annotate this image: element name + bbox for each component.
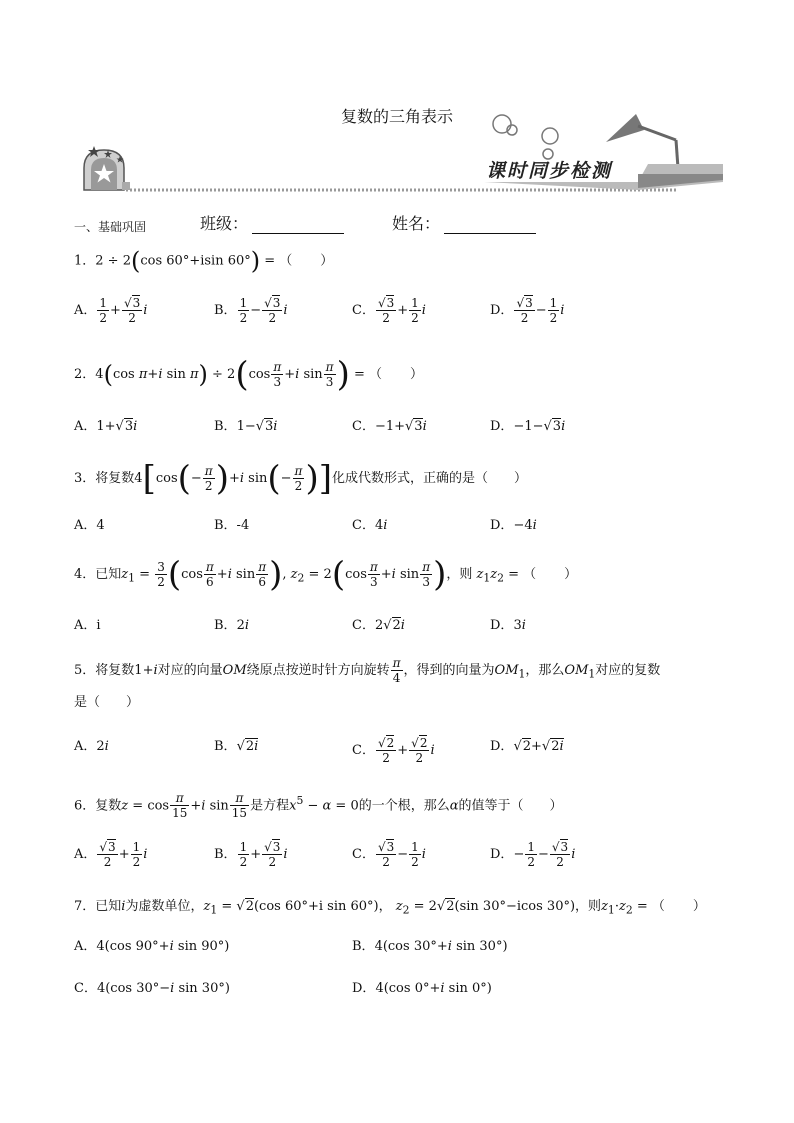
banner-text: 课时同步检测	[486, 160, 613, 182]
name-label: 姓名：	[392, 214, 441, 233]
bubble-icon	[493, 115, 511, 133]
question-2: 2．4(cos π+i sin π) ÷ 2(cos $\frac{\pi}{3}$ +i sin $\frac{\pi}{3}$ ) = （ ）	[74, 354, 424, 395]
question-5-cont: 是（ ）	[74, 695, 140, 710]
question-4: 4．已知$z_1$ = $\frac{3}{2}$ (cos $\frac{\pi}{6}$ +i sin $\frac{\pi}{6}$ ), $z_2 = 2(\cos$ $\frac{\pi}{3}$ +i sin $\frac{\pi}{3}$ )，则 $z_1z_2$ = （ ）	[74, 554, 578, 595]
name-field	[392, 211, 536, 234]
class-label: 班级：	[200, 214, 249, 233]
class-field	[200, 211, 344, 234]
question-6: 6．复数z = cos $\frac{\pi}{15}$ +i sin $\frac{\pi}{15}$ 是方程$x^5 - \alpha = 0$的一个根，那么α的值等于（ ）	[74, 791, 563, 821]
section-label: 一、基础巩固	[74, 220, 147, 234]
star-badge-icon	[84, 146, 130, 190]
name-blank[interactable]	[444, 217, 536, 234]
class-blank[interactable]	[252, 217, 344, 234]
doc-title: 复数的三角表示	[340, 107, 453, 126]
question-3: 3．将复数4[cos(− $\frac{\pi}{2}$ )+i sin(− $\frac{\pi}{2}$ )]化成代数形式，正确的是（ ）	[74, 458, 527, 499]
header-banner	[78, 110, 723, 196]
question-5: 5．将复数1+i对应的向量OM绕原点按逆时针方向旋转 $\frac{\pi}{4}$ ，得到的向量为$OM_1$，那么$OM_1$对应的复数	[74, 656, 661, 685]
question-1: 1．2 ÷ 2(cos 60°+isin 60°) = （ ）	[74, 247, 334, 275]
question-7: 7．已知i为虚数单位，$z_1 = √2(\cos$ 60°+i sin 60°)， $z_2 = 2√2(\sin$ 30°−icos 30°)，则$z_1\cdot z_2$ = （ ）	[74, 899, 706, 917]
desk-lamp-icon	[606, 114, 690, 172]
